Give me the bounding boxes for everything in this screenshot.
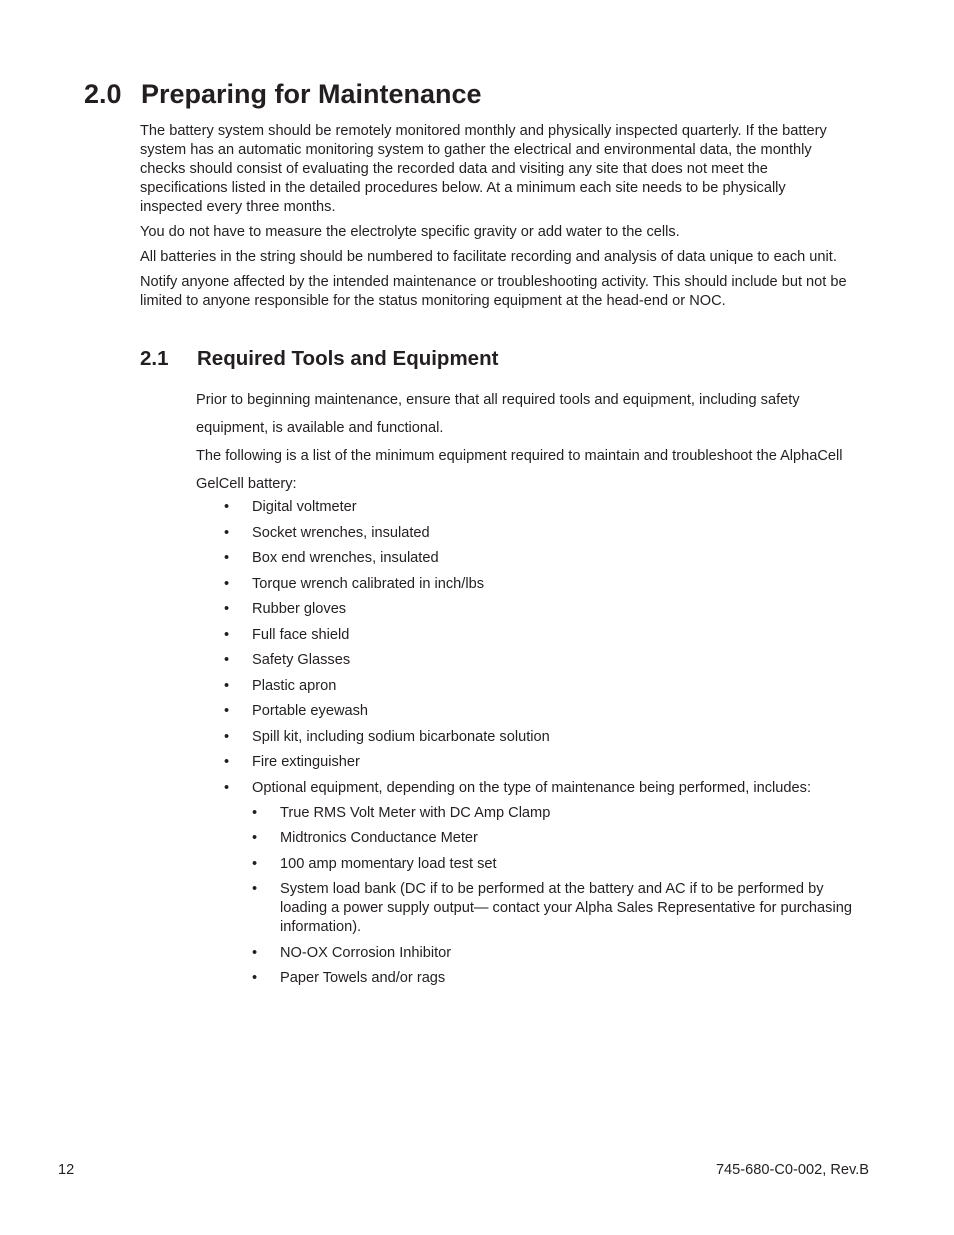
bullet: • (224, 626, 230, 643)
bullet: • (224, 754, 230, 770)
paragraph: Notify anyone affected by the intended maintenance or troubleshooting activity. This should include but not be limited to anyone responsible for the status monitoring equipment at the head-end or NOC. (140, 274, 847, 309)
sub-list-item (196, 855, 856, 874)
bullet: • (224, 728, 230, 745)
paragraph: The following is a list of the minimum equipment required to maintain and troubleshoot the AlphaCell GelCell battery: (196, 448, 843, 492)
sub-list-item-text: 100 amp momentary load test set (280, 855, 497, 872)
list-item-text: Rubber gloves (252, 601, 347, 617)
list-item (196, 728, 856, 747)
bullet: • (252, 881, 258, 897)
list-item (196, 498, 856, 517)
bullet: • (224, 601, 230, 617)
list-item (196, 753, 856, 772)
bullet: • (224, 652, 230, 668)
bullet: • (252, 944, 258, 961)
list-item-text: Portable eyewash (252, 703, 369, 719)
list-item (196, 677, 856, 696)
list-item-text: Safety Glasses (252, 652, 351, 668)
bullet: • (224, 524, 230, 541)
list-item-text: Torque wrench calibrated in inch/lbs (252, 575, 485, 592)
list-item-text: Optional equipment, depending on the type of maintenance being performed, includes: (252, 779, 811, 796)
list-item (196, 600, 856, 619)
list-item-text: Digital voltmeter (252, 499, 357, 515)
list-item (196, 702, 856, 721)
list-item-text: Full face shield (252, 626, 350, 643)
page-number: 12 (58, 1162, 75, 1178)
paragraph: You do not have to measure the electrolyte specific gravity or add water to the cells. (140, 224, 680, 240)
subsection-body (196, 386, 856, 498)
list-item-text: Box end wrenches, insulated (252, 550, 439, 566)
paragraph: The battery system should be remotely monitored monthly and physically inspected quarterly. If the battery system has an automatic monitoring system to gather the electrical and environmental data, the monthly checks should consist of evaluating the recorded data and visiting any site that does not meet the specifications listed in the detailed procedures below. At a minimum each site needs to be physically inspected every three months. (140, 123, 827, 215)
bullet: • (224, 499, 230, 515)
optional-equipment-list (196, 804, 856, 989)
bullet: • (224, 677, 230, 694)
bullet: • (224, 575, 230, 592)
list-item (196, 549, 856, 568)
paragraph: All batteries in the string should be numbered to facilitate recording and analysis of data unique to each unit. (140, 249, 837, 265)
section-number: 2.0 (84, 79, 122, 109)
sub-list-item-text: True RMS Volt Meter with DC Amp Clamp (280, 804, 551, 821)
section-heading (84, 78, 482, 110)
subsection-number: 2.1 (140, 347, 169, 370)
bullet: • (252, 970, 258, 986)
sub-list-item (196, 880, 856, 937)
sub-list-item-text: NO-OX Corrosion Inhibitor (280, 944, 452, 961)
sub-list-item-text: System load bank (DC if to be performed at the battery and AC if to be performed by loading a power supply output— contact your Alpha Sales Representative for purchasing information). (280, 881, 852, 935)
bullet: • (224, 550, 230, 566)
list-item (196, 575, 856, 594)
sub-list-item (196, 969, 856, 988)
subsection-title: Required Tools and Equipment (197, 347, 499, 370)
sub-list-item-text: Paper Towels and/or rags (280, 970, 446, 986)
section-title: Preparing for Maintenance (141, 79, 482, 109)
bullet: • (224, 703, 230, 719)
sub-list-item (196, 944, 856, 963)
list-item-text: Fire extinguisher (252, 754, 360, 770)
list-item-text: Socket wrenches, insulated (252, 524, 430, 541)
sub-list-item (196, 804, 856, 823)
bullet: • (252, 804, 258, 821)
list-item (196, 626, 856, 645)
bullet: • (252, 855, 258, 872)
subsection-heading (140, 346, 498, 372)
list-item (196, 651, 856, 670)
paragraph: Prior to beginning maintenance, ensure that all required tools and equipment, including safety equipment, is available and functional. (196, 392, 800, 436)
list-item-text: Spill kit, including sodium bicarbonate solution (252, 728, 550, 745)
list-item (196, 524, 856, 543)
document-id: 745-680-C0-002, Rev.B (715, 1162, 869, 1178)
list-item (196, 779, 856, 989)
equipment-list (196, 498, 856, 995)
bullet: • (252, 830, 258, 846)
list-item-text: Plastic apron (252, 677, 337, 694)
section-body (140, 122, 850, 317)
bullet: • (224, 779, 230, 796)
sub-list-item (196, 829, 856, 848)
sub-list-item-text: Midtronics Conductance Meter (280, 830, 478, 846)
